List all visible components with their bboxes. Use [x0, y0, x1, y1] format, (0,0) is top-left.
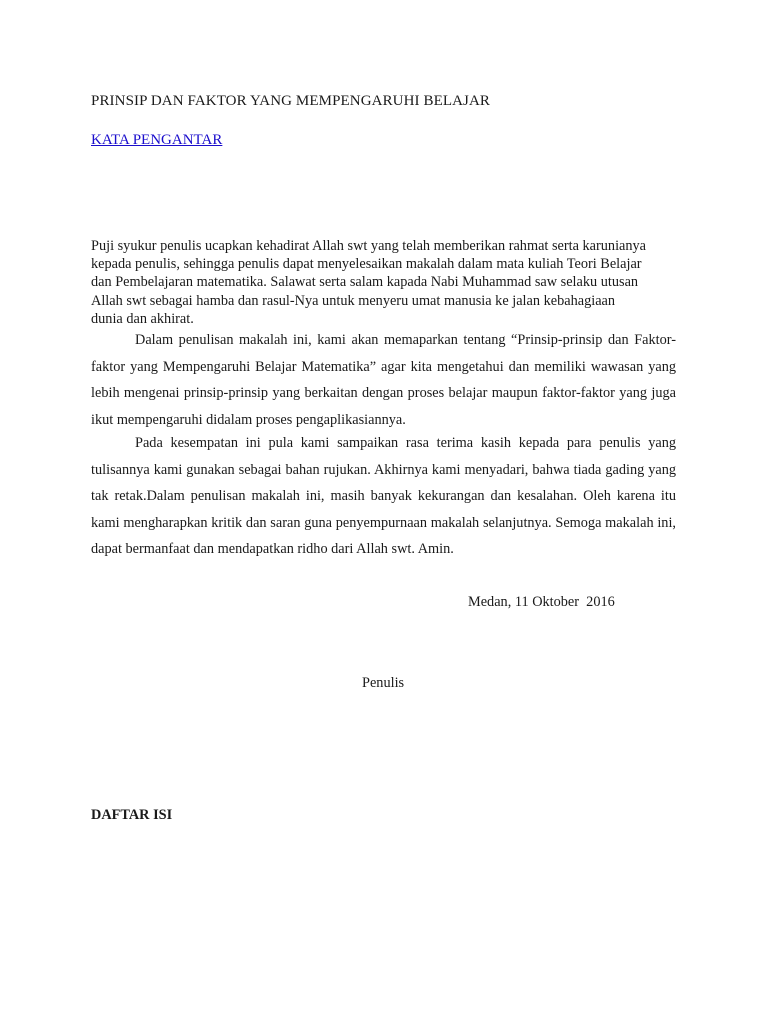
- daftar-isi-heading: DAFTAR ISI: [91, 807, 173, 823]
- body-paragraph-2: Dalam penulisan makalah ini, kami akan memaparkan tentang “Prinsip-prinsip dan Faktor-faktor yang Mempengaruhi Belajar Matematika” agar kita mengetahui dan memiliki wawasan yang lebih mengenai prinsip-prinsip yang berkaitan dengan proses belajar maupun faktor-faktor yang juga ikut mempengaruhi didalam proses pengaplikasiannya.: [91, 332, 676, 428]
- signature-label: Penulis: [362, 675, 405, 691]
- document-title: PRINSIP DAN FAKTOR YANG MEMPENGARUHI BELAJAR: [91, 93, 491, 109]
- intro-paragraph: [91, 237, 691, 328]
- body-paragraph-3: Pada kesempatan ini pula kami sampaikan rasa terima kasih kepada para penulis yang tulisannya kami gunakan sebagai bahan rujukan. Akhirnya kami menyadari, bahwa tiada gading yang tak retak.Dalam penulisan makalah ini, masih banyak kekurangan dan kesalahan. Oleh karena itu kami mengharapkan kritik dan saran guna penyempurnaan makalah selanjutnya. Semoga makalah ini, dapat bermanfaat dan mendapatkan ridho dari Allah swt. Amin.: [91, 435, 676, 558]
- date-line: Medan, 11 Oktober 2016: [468, 594, 615, 610]
- intro-line: Puji syukur penulis ucapkan kehadirat Allah swt yang telah memberikan rahmat serta karunianya: [91, 238, 647, 254]
- intro-line: Allah swt sebagai hamba dan rasul-Nya untuk menyeru umat manusia ke jalan kebahagiaan: [91, 292, 616, 309]
- intro-line: dunia dan akhirat.: [91, 310, 194, 327]
- kata-pengantar-link[interactable]: KATA PENGANTAR: [91, 132, 223, 148]
- intro-line: kepada penulis, sehingga penulis dapat menyelesaikan makalah dalam mata kuliah Teori Belajar: [91, 256, 642, 273]
- intro-line: dan Pembelajaran matematika. Salawat serta salam kapada Nabi Muhammad saw selaku utusan: [91, 274, 639, 291]
